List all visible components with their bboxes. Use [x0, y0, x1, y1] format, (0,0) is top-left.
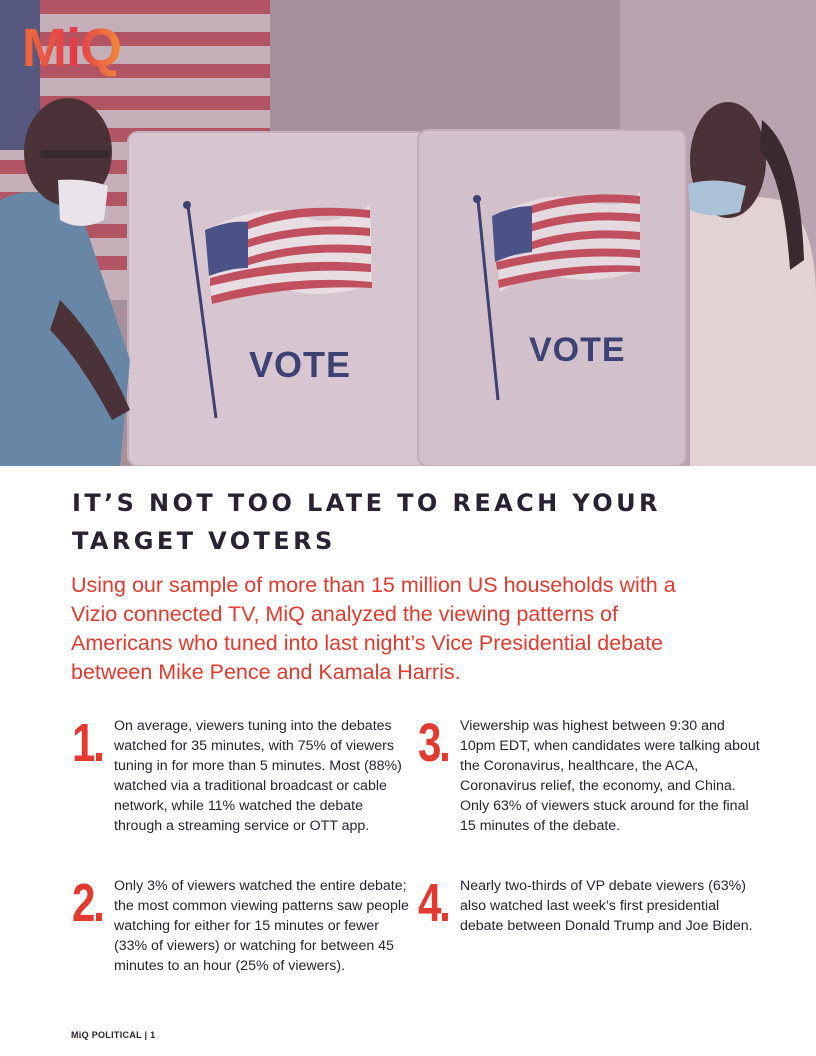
page-title-line-2: TARGET VOTERS	[72, 527, 336, 555]
page-title	[72, 484, 712, 560]
hero-illustration	[0, 0, 816, 466]
stat-number: 3.	[418, 713, 449, 773]
voting-booth-left	[128, 132, 428, 466]
page-footer: MiQ POLITICAL | 1	[71, 1030, 156, 1040]
hero-photo	[0, 0, 816, 466]
booth-label-right: VOTE	[529, 331, 626, 369]
booth-label-left: VOTE	[249, 344, 352, 385]
stat-number: 1.	[72, 713, 103, 773]
stat-text: Nearly two-thirds of VP debate viewers (63%) also watched last week’s first presidential debate between Donald Trump and Joe Biden.	[460, 878, 753, 934]
miq-logo[interactable]: MiQ	[22, 18, 121, 78]
stat-number: 2.	[72, 873, 103, 933]
stat-text: Only 3% of viewers watched the entire debate; the most common viewing patterns saw people watching for either for 15 minutes or fewer (33% of viewers) or watching for between 45 minutes to an hour (25% of viewers).	[114, 878, 409, 974]
voting-booth-right	[418, 130, 686, 466]
stat-text: Viewership was highest between 9:30 and 10pm EDT, when candidates were talking about the Coronavirus, healthcare, the ACA, Coronavirus relief, the economy, and China. Only 63% of viewers stuck around for the final 15 minutes of the debate.	[460, 718, 760, 834]
stat-text: On average, viewers tuning into the debates watched for 35 minutes, with 75% of viewers tuning in for more than 5 minutes. Most (88%) watched via a traditional broadcast or cable network, while 11% watched the debate through a streaming service or OTT app.	[114, 718, 402, 834]
stat-number: 4.	[418, 873, 449, 933]
intro-paragraph: Using our sample of more than 15 million US households with a Vizio connected TV, MiQ analyzed the viewing patterns of Americans who tuned into last night’s Vice Presidential debate between Mike Pence and Kamala Harris.	[71, 573, 676, 684]
page-title-line-1: IT’S NOT TOO LATE TO REACH YOUR	[72, 489, 661, 517]
